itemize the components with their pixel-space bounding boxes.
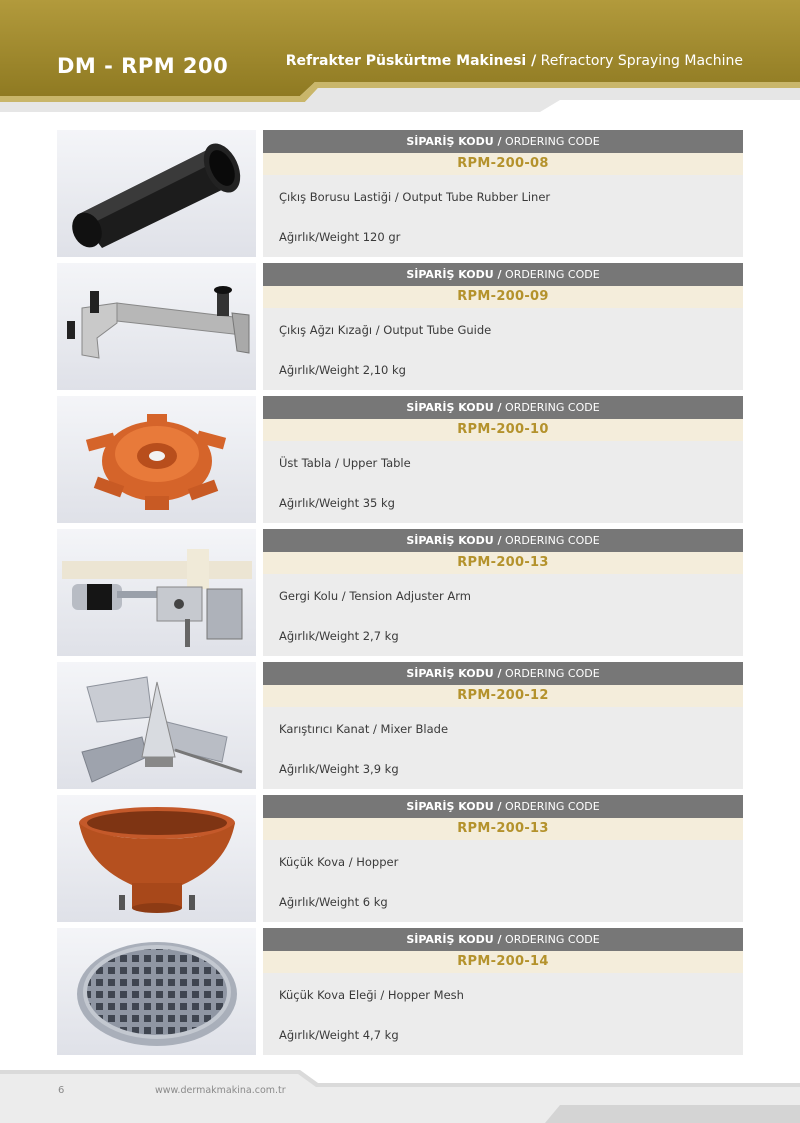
code-label-tr: SİPARİŞ KODU / [406,933,502,946]
ordering-code: RPM-200-12 [263,685,743,707]
item-weight: Ağırlık/Weight 35 kg [279,496,395,510]
parts-list [57,130,743,1061]
item-weight: Ağırlık/Weight 4,7 kg [279,1028,399,1042]
ordering-code: RPM-200-13 [263,818,743,840]
ordering-code: RPM-200-14 [263,951,743,973]
item-info [263,795,743,922]
code-label-en: ORDERING CODE [505,667,600,680]
hopper-image [57,795,256,922]
code-label-tr: SİPARİŞ KODU / [406,800,502,813]
rubber-liner-image [57,130,256,257]
code-label-en: ORDERING CODE [505,135,600,148]
list-item [57,795,743,922]
list-item [57,396,743,523]
tube-guide-image [57,263,256,390]
item-info [263,529,743,656]
subtitle-turkish: Refrakter Püskürtme Makinesi / [285,53,537,69]
item-name: Üst Tabla / Upper Table [279,456,411,470]
ordering-code: RPM-200-09 [263,286,743,308]
ordering-code: RPM-200-10 [263,419,743,441]
page-header [0,0,800,120]
item-weight: Ağırlık/Weight 2,10 kg [279,363,406,377]
tension-arm-image [57,529,256,656]
code-label-en: ORDERING CODE [505,534,600,547]
page-footer [0,1065,800,1123]
item-name: Karıştırıcı Kanat / Mixer Blade [279,722,449,736]
ordering-code-header [263,795,743,818]
upper-table-image [57,396,256,523]
item-info [263,130,743,257]
code-label-en: ORDERING CODE [505,268,600,281]
code-label-tr: SİPARİŞ KODU / [406,401,502,414]
code-label-en: ORDERING CODE [505,800,600,813]
item-info [263,396,743,523]
ordering-code: RPM-200-08 [263,153,743,175]
item-name: Çıkış Borusu Lastiği / Output Tube Rubber Liner [279,190,551,204]
item-weight: Ağırlık/Weight 3,9 kg [279,762,399,776]
code-label-tr: SİPARİŞ KODU / [406,135,502,148]
item-info [263,263,743,390]
item-name: Küçük Kova / Hopper [279,855,399,869]
ordering-code-header [263,396,743,419]
code-label-tr: SİPARİŞ KODU / [406,268,502,281]
list-item [57,263,743,390]
code-label-tr: SİPARİŞ KODU / [406,534,502,547]
item-name: Gergi Kolu / Tension Adjuster Arm [279,589,471,603]
ordering-code-header [263,263,743,286]
item-info [263,662,743,789]
ordering-code-header [263,529,743,552]
subtitle-english: Refractory Spraying Machine [540,53,743,69]
mixer-blade-image [57,662,256,789]
ordering-code-header [263,130,743,153]
model-title: DM - RPM 200 [57,54,229,78]
ordering-code-header [263,662,743,685]
code-label-tr: SİPARİŞ KODU / [406,667,502,680]
code-label-en: ORDERING CODE [505,401,600,414]
hopper-mesh-image [57,928,256,1055]
item-name: Çıkış Ağzı Kızağı / Output Tube Guide [279,323,492,337]
item-weight: Ağırlık/Weight 2,7 kg [279,629,399,643]
list-item [57,662,743,789]
list-item [57,130,743,257]
list-item [57,529,743,656]
ordering-code-header [263,928,743,951]
item-info [263,928,743,1055]
item-weight: Ağırlık/Weight 120 gr [279,230,401,244]
item-name: Küçük Kova Eleği / Hopper Mesh [279,988,464,1002]
ordering-code: RPM-200-13 [263,552,743,574]
page-number: 6 [58,1085,65,1096]
list-item [57,928,743,1055]
code-label-en: ORDERING CODE [505,933,600,946]
machine-subtitle [286,53,743,69]
website-link[interactable]: www.dermakmakina.com.tr [155,1085,286,1096]
footer-band [0,1065,800,1123]
item-weight: Ağırlık/Weight 6 kg [279,895,388,909]
